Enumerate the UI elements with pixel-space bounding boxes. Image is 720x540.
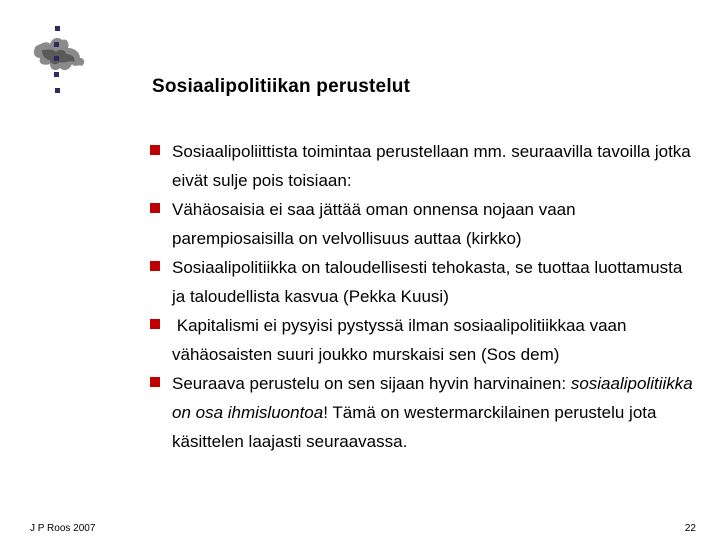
page-number: 22 bbox=[684, 523, 696, 534]
slide-title: Sosiaalipolitiikan perustelut bbox=[152, 76, 411, 97]
bullet-text: Sosiaalipolitiikka on taloudellisesti tehokasta, se tuottaa luottamusta ja taloudellista kasvua (Pekka Kuusi) bbox=[172, 258, 683, 306]
bullet-square-icon bbox=[150, 203, 160, 213]
bullet-item bbox=[148, 253, 693, 311]
bullet-square-icon bbox=[150, 261, 160, 271]
bullet-item bbox=[148, 137, 693, 195]
bullet-square-icon bbox=[150, 377, 160, 387]
university-logo-icon bbox=[28, 24, 90, 96]
bullet-item bbox=[148, 369, 693, 456]
bullet-square-icon bbox=[150, 319, 160, 329]
bullet-text: Sosiaalipoliittista toimintaa perustellaan mm. seuraavilla tavoilla jotka eivät sulje pois toisiaan: bbox=[172, 142, 691, 190]
bullet-item bbox=[148, 311, 693, 369]
bullet-item bbox=[148, 195, 693, 253]
bullet-text: Kapitalismi ei pysyisi pystyssä ilman sosiaalipolitiikkaa vaan vähäosaisten suuri joukko murskaisi sen (Sos dem) bbox=[172, 316, 632, 364]
bullet-list bbox=[148, 137, 693, 456]
bullet-square-icon bbox=[150, 145, 160, 155]
bullet-italic-text: sosiaalipolitiikka on osa ihmisluontoa bbox=[172, 374, 693, 422]
bullet-text: ! Tämä on westermarckilainen perustelu jota käsittelen laajasti seuraavassa. bbox=[172, 403, 657, 451]
bullet-text: Seuraava perustelu on sen sijaan hyvin harvinainen: bbox=[172, 374, 571, 393]
bullet-text: Vähäosaisia ei saa jättää oman onnensa nojaan vaan parempiosaisilla on velvollisuus auttaa (kirkko) bbox=[172, 200, 576, 248]
footer-author: J P Roos 2007 bbox=[30, 523, 96, 534]
